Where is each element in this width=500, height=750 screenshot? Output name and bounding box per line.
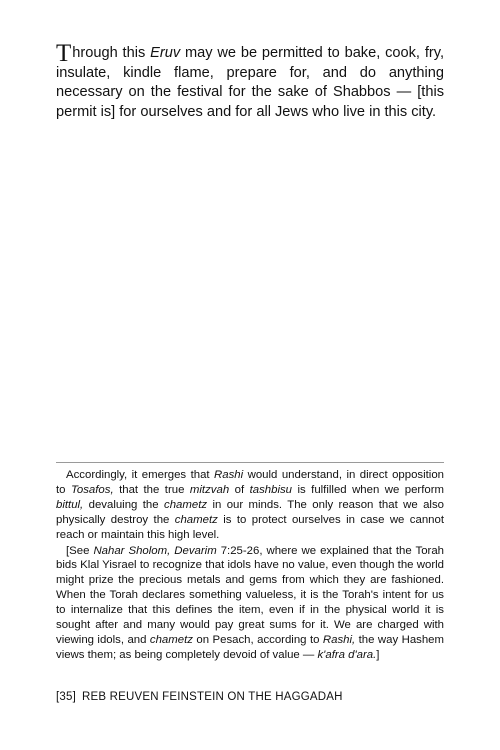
footnote-text: the way Hashem views them; as being completely devoid of value — — [56, 633, 445, 661]
footnote-italic: chametz — [149, 633, 193, 646]
footnote-text: 7:25-26, where we explained that the Torah bids Klal Yisrael to recognize that idols have no value, even though the world might prize the precious metals and gems from which they are fashioned. When the Torah declares something valueless, it is the Torah's intent for us to internalize that this defines the item, even if in the physical world it is sought after and many would pay great sums for it. We are charged with viewing idols, and — [56, 544, 445, 646]
footnote-italic: mitzvah — [189, 483, 230, 496]
footnote-paragraph-1 — [56, 468, 444, 543]
footnote-italic: tashbisu — [249, 483, 293, 496]
footnote-text: devaluing the — [83, 498, 164, 511]
footnote-italic: bittul, — [56, 498, 84, 511]
footnote-block — [56, 468, 444, 663]
main-text-italic: Eruv — [150, 45, 181, 61]
footnote-text: that the true — [113, 483, 190, 496]
footnote-italic: chametz — [174, 513, 218, 526]
footnote-divider — [56, 462, 444, 463]
footnote-paragraph-2 — [56, 544, 444, 663]
footnote-italic: k'afra d'ara. — [317, 648, 377, 661]
footnote-italic: Rashi — [214, 469, 244, 481]
main-passage — [56, 40, 445, 122]
footnote-text: Accordingly, it emerges that — [66, 469, 215, 481]
footnote-italic: chametz — [164, 498, 208, 511]
drop-cap: T — [56, 40, 72, 67]
page-number: [35] — [56, 691, 76, 703]
footnote-italic: Nahar Sholom, Devarim — [93, 544, 217, 557]
footnote-text: [See — [66, 544, 94, 557]
footnote-text: is to protect ourselves in case we cannot reach or maintain this high level. — [56, 513, 444, 541]
footnote-text: on Pesach, according to — [192, 633, 323, 646]
footnote-text: in our minds. The only reason that we also physically destroy the — [56, 498, 444, 526]
main-text-run: hrough this — [72, 45, 151, 61]
footnote-italic: Tosafos, — [70, 483, 114, 496]
footnote-text: of — [229, 483, 250, 496]
footnote-text: is fulfilled when we perform — [292, 483, 445, 496]
page-footer — [56, 691, 456, 703]
footnote-italic: Rashi, — [322, 633, 356, 646]
running-title: REB REUVEN FEINSTEIN ON THE HAGGADAH — [81, 691, 343, 703]
footnote-text: ] — [376, 648, 380, 661]
main-text-run: may we be permitted to bake, cook, fry, insulate, kindle flame, prepare for, and do anything necessary on the festival for the sake of Shabbos — [this permit is] for ourselves and for all Jews who live in this city. — [56, 45, 445, 120]
footnote-text: would understand, in direct opposition to — [56, 469, 444, 496]
